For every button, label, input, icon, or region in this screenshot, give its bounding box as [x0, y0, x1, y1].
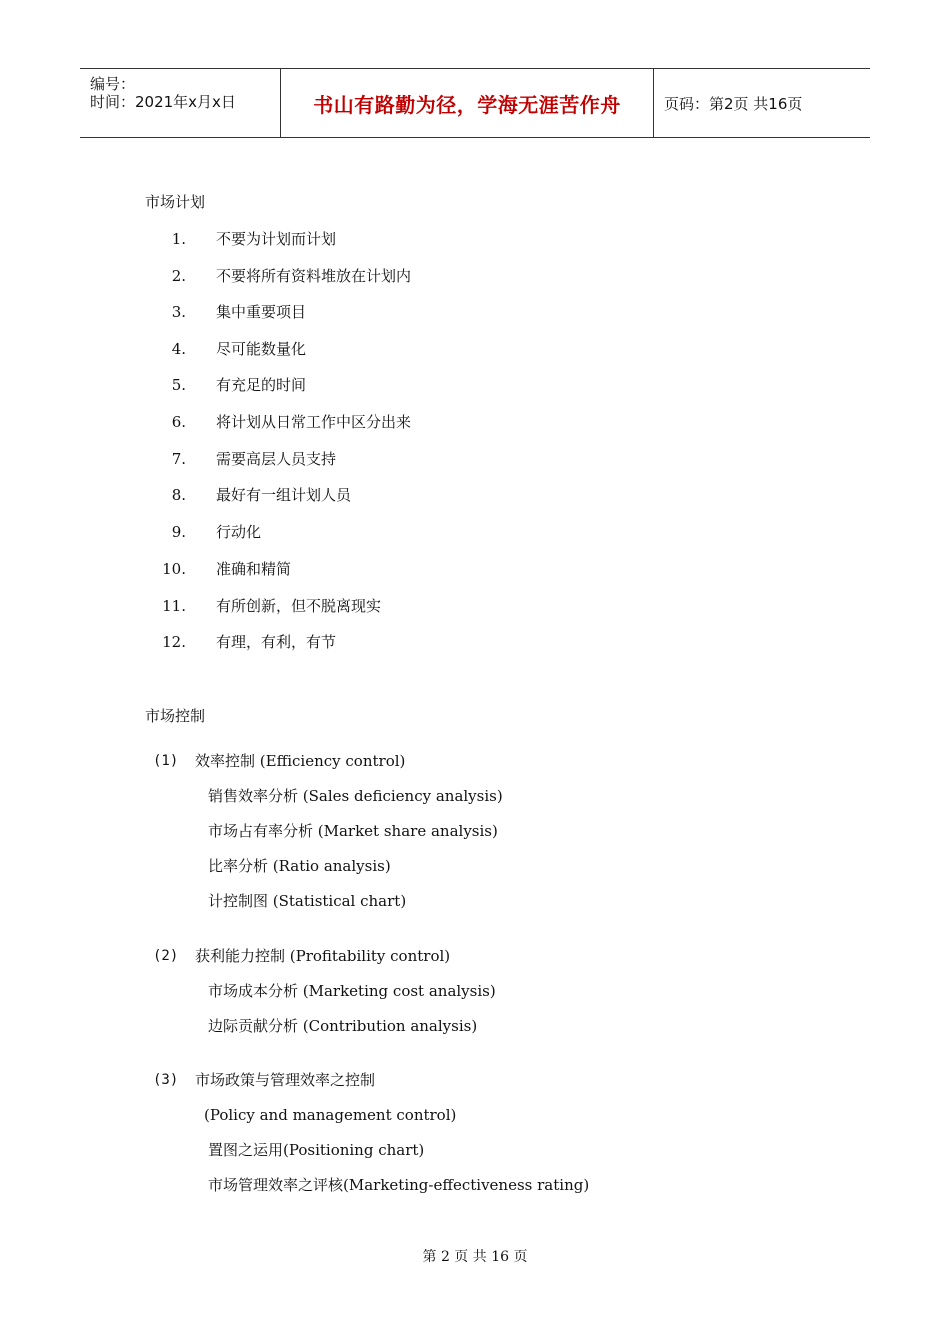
page-footer: 第 2 页 共 16 页	[422, 1249, 528, 1265]
list-item-number: 8.	[171, 486, 186, 504]
header-page-info	[654, 69, 870, 137]
group-number: (2)	[153, 948, 179, 964]
list-item-number: 9.	[171, 523, 186, 541]
list-item-text: 有理，有利，有节	[216, 633, 337, 651]
list-item-number: 7.	[171, 450, 186, 468]
list-item-number: 10.	[162, 560, 186, 578]
group-sub-item: 销售效率分析 (Sales deficiency analysis)	[208, 787, 503, 805]
list-item-number: 6.	[171, 413, 186, 431]
group-sub-item: 比率分析 (Ratio analysis)	[208, 857, 391, 875]
group-sub-item: 计控制图 (Statistical chart)	[208, 892, 407, 910]
list-item-number: 3.	[171, 303, 186, 321]
list-item-text: 有充足的时间	[216, 376, 307, 394]
page-info: 页码：第2页 共16页	[664, 94, 803, 113]
list-item-number: 2.	[171, 267, 186, 285]
control-title: 市场控制	[145, 707, 206, 725]
group-sub-item: 边际贡献分析 (Contribution analysis)	[208, 1017, 478, 1035]
group-sub-item: (Policy and management control)	[204, 1106, 457, 1124]
group-sub-item: 市场占有率分析 (Market share analysis)	[208, 822, 498, 840]
group-sub-item: 市场成本分析 (Marketing cost analysis)	[208, 982, 496, 1000]
list-item-text: 需要高层人员支持	[216, 450, 337, 468]
plan-title: 市场计划	[145, 193, 206, 211]
list-item-text: 有所创新，但不脱离现实	[216, 597, 382, 615]
list-item-text: 不要为计划而计划	[216, 230, 337, 248]
list-item-number: 5.	[171, 376, 186, 394]
page-header	[80, 68, 870, 138]
group-heading: 获利能力控制 (Profitability control)	[195, 947, 451, 965]
group-sub-item: 市场管理效率之评核(Marketing-effectiveness rating)	[208, 1176, 590, 1194]
list-item-number: 12.	[162, 633, 186, 651]
list-item-number: 4.	[171, 340, 186, 358]
header-meta	[80, 69, 281, 137]
list-item-number: 11.	[162, 597, 186, 615]
group-number: (3)	[153, 1072, 179, 1088]
group-heading: 效率控制 (Efficiency control)	[195, 752, 406, 770]
list-item-text: 最好有一组计划人员	[216, 486, 352, 504]
list-item-text: 尽可能数量化	[216, 340, 307, 358]
group-sub-item: 置图之运用(Positioning chart)	[208, 1141, 425, 1159]
list-item-text: 行动化	[216, 523, 262, 541]
number-label: 编号：	[90, 75, 136, 93]
header-motto-cell	[281, 69, 654, 137]
time-label: 时间：2021年x月x日	[90, 93, 236, 111]
list-item-text: 不要将所有资料堆放在计划内	[216, 267, 412, 285]
list-item-text: 准确和精简	[216, 560, 292, 578]
group-number: (1)	[153, 753, 179, 769]
group-heading: 市场政策与管理效率之控制	[195, 1071, 376, 1089]
list-item-number: 1.	[171, 230, 186, 248]
list-item-text: 将计划从日常工作中区分出来	[216, 413, 412, 431]
motto: 书山有路勤为径，学海无涯苦作舟	[313, 92, 621, 117]
list-item-text: 集中重要项目	[216, 303, 307, 321]
